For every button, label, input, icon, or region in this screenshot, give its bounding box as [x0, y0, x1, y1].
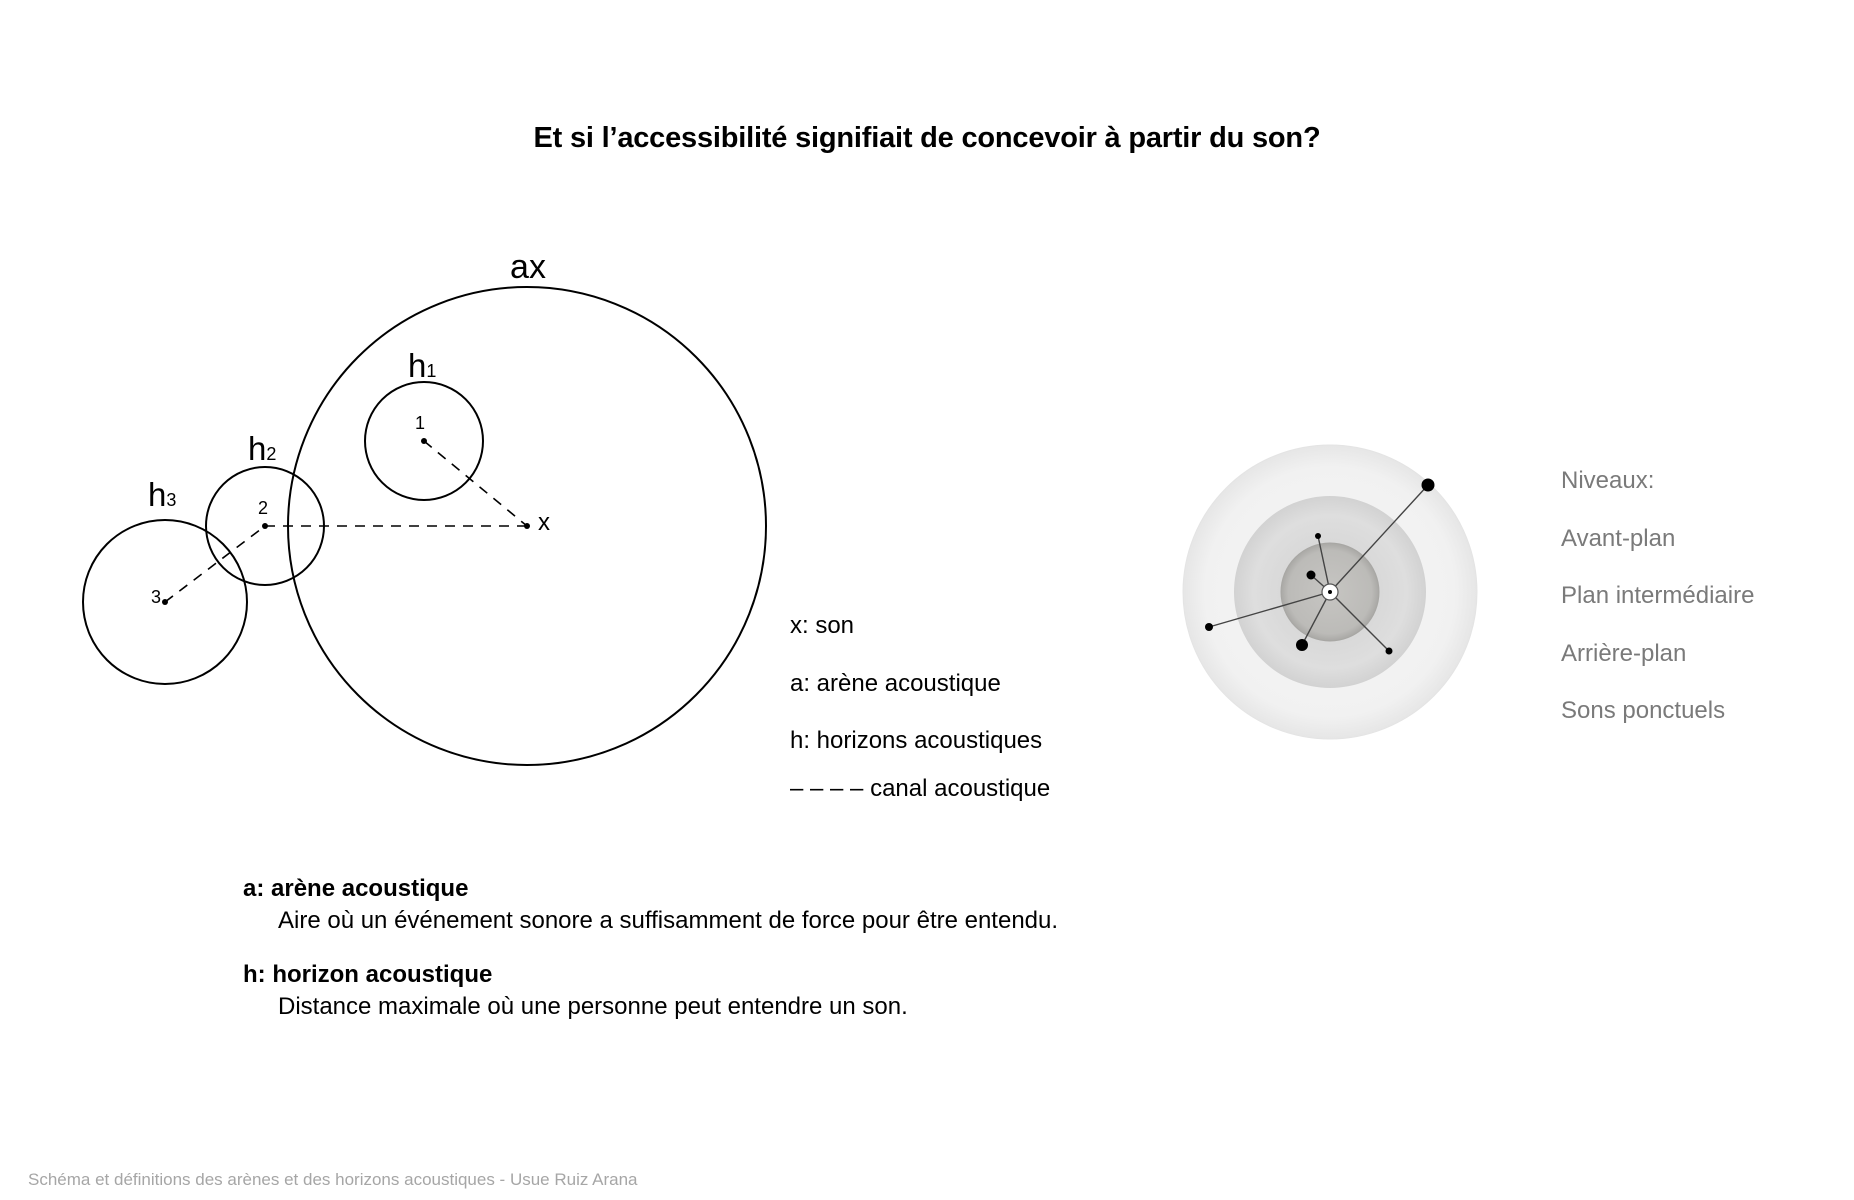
acoustic-channel-1-x	[424, 441, 527, 526]
page-title: Et si l’accessibilité signifiait de concevoir à partir du son?	[533, 122, 1321, 154]
level-background: Arrière-plan	[1561, 640, 1687, 667]
level-point-sounds: Sons ponctuels	[1561, 697, 1726, 724]
point-label-3: 3	[150, 587, 162, 607]
legend-a: a: arène acoustique	[790, 670, 1001, 697]
point-sound-dot	[1422, 479, 1435, 492]
levels-schematic	[1183, 445, 1477, 739]
legend-x: x: son	[790, 612, 855, 639]
point-label-x: x	[538, 509, 550, 536]
definition-desc-arena: Aire où un événement sonore a suffisamment de force pour être entendu.	[278, 907, 1059, 934]
label-h3: h3	[148, 476, 177, 513]
legend-canal	[790, 775, 1050, 803]
point-1-dot	[421, 438, 427, 444]
point-sound-dot	[1205, 623, 1213, 631]
label-ax: ax	[510, 248, 546, 286]
caption: Schéma et définitions des arènes et des horizons acoustiques - Usue Ruiz Arana	[28, 1170, 638, 1189]
definition-term-horizon: h: horizon acoustique	[243, 961, 493, 988]
listener-center-dot	[1328, 590, 1332, 594]
point-sound-dot	[1296, 639, 1308, 651]
point-label-1: 1	[414, 413, 426, 433]
legend-dash-sample: – – – –	[790, 775, 864, 802]
label-h2: h2	[248, 430, 277, 467]
levels-heading: Niveaux:	[1561, 467, 1655, 494]
point-sound-dot	[1307, 571, 1316, 580]
legend-h: h: horizons acoustiques	[790, 727, 1043, 754]
level-intermediate: Plan intermédiaire	[1561, 582, 1755, 609]
label-h1: h1	[408, 347, 437, 384]
point-sound-dot	[1315, 533, 1321, 539]
point-3-dot	[162, 599, 168, 605]
point-label-2: 2	[257, 498, 269, 518]
level-foreground: Avant-plan	[1561, 525, 1676, 552]
legend-canal-label: canal acoustique	[870, 775, 1051, 802]
definition-desc-horizon: Distance maximale où une personne peut entendre un son.	[278, 993, 908, 1020]
point-x-dot	[524, 523, 530, 529]
point-sound-dot	[1386, 648, 1393, 655]
point-2-dot	[262, 523, 268, 529]
arena-schematic	[83, 248, 766, 765]
definition-term-arena: a: arène acoustique	[243, 875, 469, 902]
